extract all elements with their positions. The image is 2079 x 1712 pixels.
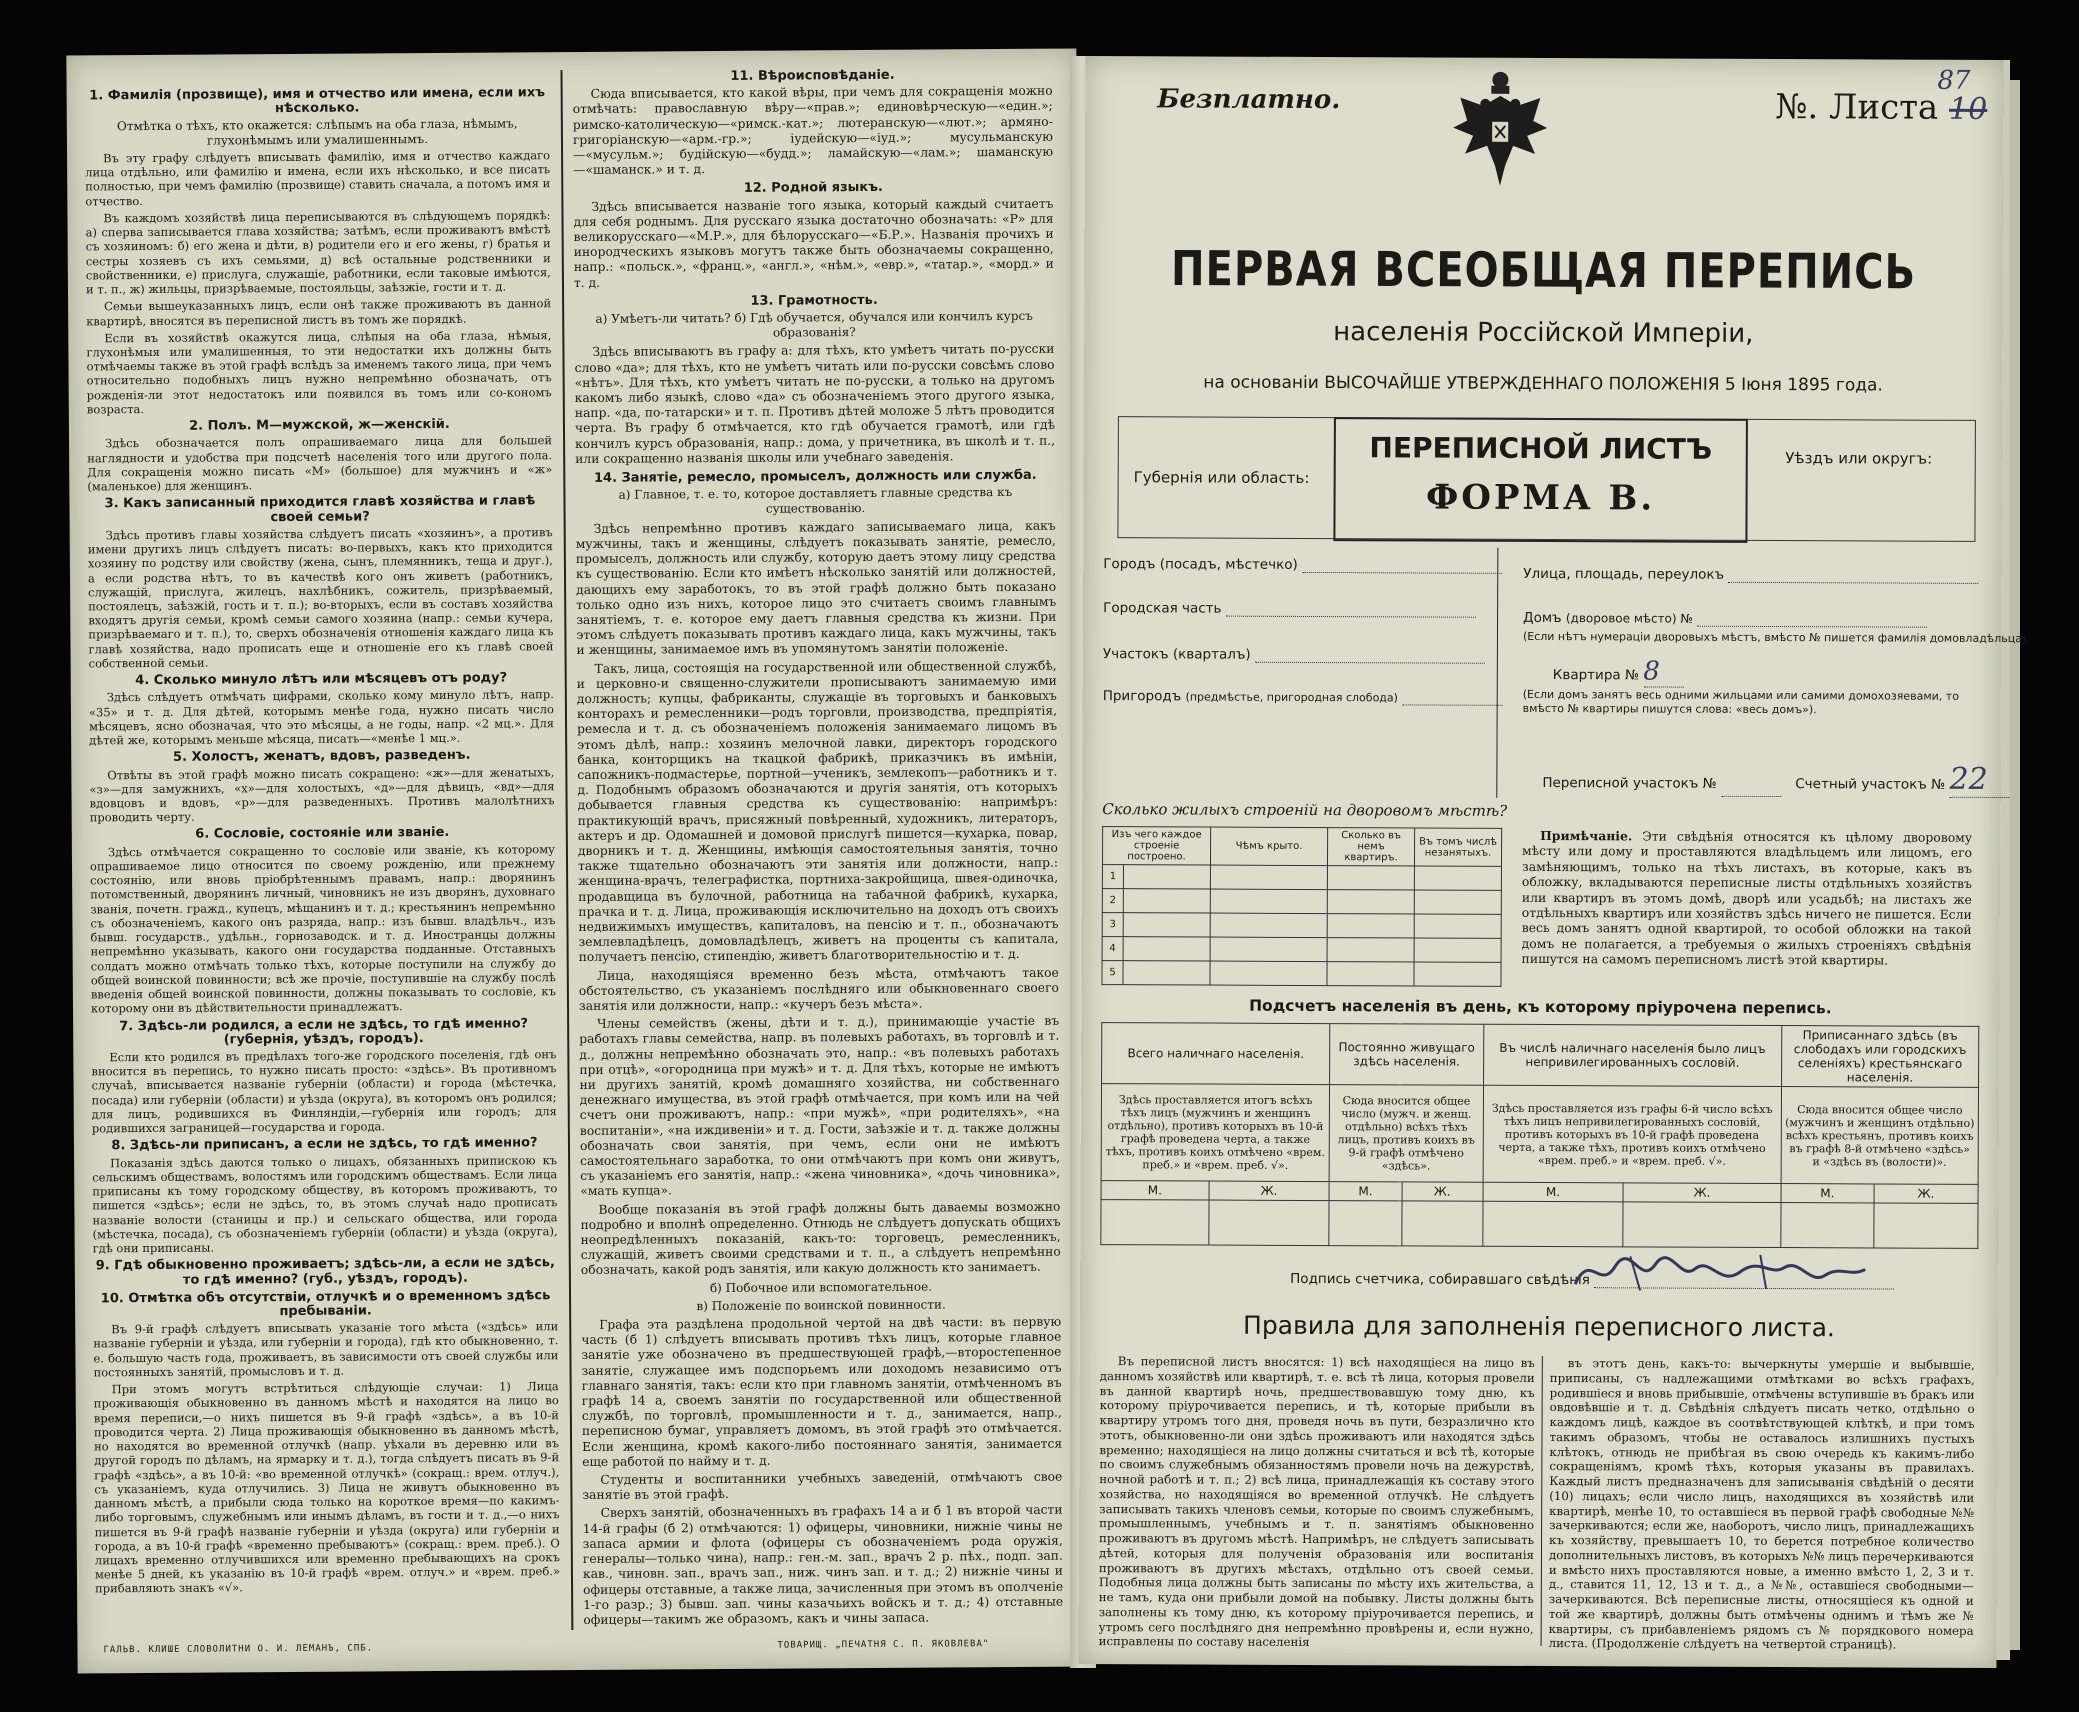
- house-field: [1523, 610, 1927, 628]
- apartment-note-text: (Если домъ занятъ весь одними жильцами или самими домохозяевами, то вмѣсто № квартиры пишутся слова: «весь домъ»).: [1522, 687, 1959, 717]
- buildings-cell[interactable]: [1210, 961, 1327, 986]
- buildings-cell[interactable]: [1123, 913, 1210, 937]
- header-apartments: Сколько въ немъ квартиръ.: [1341, 830, 1401, 864]
- instruction-paragraph: Вообще показанія въ этой графѣ должны быть даваемы возможно подробно и вполнѣ определенно. Отнюдь не слѣдуетъ допускать общихъ неопредѣленныхъ показаній, какъ-то: торговецъ, ремесленникъ, служащій, живетъ своими средствами и т. п., а слѣдуетъ непремѣнно обозначать, какой родъ занятія, или какую должность кто занимаетъ.: [580, 1199, 1061, 1278]
- instruction-paragraph: Графа эта раздѣлена продольной чертой на двѣ части: въ первую часть (б 1) слѣдуетъ вписывать противъ тѣхъ лицъ, которые главное занятіе уже обозначено въ предшествующей графѣ,—второстепенное занятіе, служащее имъ подспорьемъ или доходомъ независимо отъ главнаго занятія, такъ: если кто при главномъ занятіи, отмѣченномъ въ графѣ 14 а, своемъ занятіи по государственной или общественной службѣ, по торговлѣ, промышленности и т. д., занимается, напр., переписною бумаг, управляетъ домомъ, въ этой графѣ это отмѣчается. Если женщина, кромѣ какого-либо постояннаго занятія, занимается еще работой по найму и т. д.: [581, 1314, 1063, 1469]
- instruction-paragraph: Здѣсь слѣдуетъ отмѣчать цифрами, сколько кому минуло лѣтъ, напр. «35» и т. д. Для дѣтей, которымъ менѣе года, нужно писать число мѣсяцевъ, ясно обозначая, что это мѣсяцы, а не годы, напр. «2 мц.». Для дѣтей же, которымъ меньше мѣсяца, писать—«менѣе 1 мц.».: [88, 687, 555, 748]
- form-subtitle: ФОРМА В.: [1425, 477, 1656, 519]
- male-label: М.: [1101, 1181, 1209, 1200]
- instruction-paragraph: Въ 9-й графѣ слѣдуетъ вписывать указаніе того мѣста («здѣсь» или названіе губерніи и уѣзда, или губерніи и города), гдѣ кто обыкновенно, т. е. большую часть года, проживаетъ, въ зависимости отъ своей службы или постоянныхъ занятій, промысловъ и т. д.: [93, 1319, 559, 1380]
- instruction-paragraph: Здѣсь вписывается названіе того языка, который каждый считаетъ для себя роднымъ. Для русскаго языка достаточно обозначать: «Р» для великорусскаго—«М.Р.», для бѣлорусскаго—«Б.Р.». Названія прочихъ и инородческихъ языковъ могутъ также быть обозначаемы сокращенно, напр.: «польск.», «франц.», «англ.», «нѣм.», «евр.», «татар.», «морд.» и т. д.: [573, 196, 1054, 290]
- buildings-table-row: [1102, 961, 1501, 987]
- section-heading: 11. Вѣроисповѣданіе.: [730, 67, 895, 84]
- buildings-note: [1522, 828, 1973, 971]
- sheet-number-label: №. Листа: [1775, 87, 1939, 128]
- male-label: М.: [1483, 1182, 1624, 1202]
- instruction-paragraph: Если кто родился въ предѣлахъ того-же городского поселенія, гдѣ онъ вносится въ перепись, то нужно писать просто: «здѣсь». Въ противномъ случаѣ, вписывается названіе губерніи (области) и города (мѣстечка, посада) или губерніи (области) и уѣзда (округа), въ которомъ онъ родился; для лицъ, родившихся въ Финляндіи,—губернія или городъ; для родившихся заграницей—государства и города.: [91, 1047, 557, 1136]
- buildings-table-row: [1102, 937, 1501, 963]
- note-text: Эти свѣдѣнія относятся къ цѣлому дворовому мѣсту или дому и проставляются владѣльцемъ или лицомъ, его замѣняющимъ, только на тѣхъ листахъ, въ которые, какъ въ обложку, вкладываются переписные листы отдѣльныхъ хозяйствъ или квартиръ въ этомъ домѣ, дворѣ или усадьбѣ; на листахъ же отдѣльныхъ квартиръ или хозяйствъ здѣсь ничего не пишется. Если весь домъ занятъ одной квартирой, то особой обложки на такой домъ не полагается, а требуемыя о жилыхъ строеніяхъ свѣдѣнія пишутся на самомъ переписномъ листѣ этой квартиры.: [1521, 828, 1973, 968]
- row-number: 2: [1102, 889, 1123, 913]
- buildings-cell[interactable]: [1414, 962, 1501, 986]
- tally-entry-cell[interactable]: [1483, 1201, 1624, 1247]
- underlying-sheet: [2010, 80, 2020, 1650]
- female-label: Ж.: [1209, 1181, 1330, 1201]
- buildings-col-header: [1327, 828, 1414, 866]
- tally-entry-cell[interactable]: [1781, 1203, 1874, 1248]
- gorod-label: Городъ (посадъ, мѣстечко): [1103, 556, 1298, 573]
- buildings-cell[interactable]: [1414, 890, 1501, 914]
- instruction-paragraph: Показанія здѣсь даются только о лицахъ, обязанныхъ припискою къ сельскимъ обществамъ, волостямъ или городскимъ обществамъ. Если лица приписаны къ тому городскому обществу, въ которомъ проживаютъ, то пишется «здѣсь»; если не здѣсь, то, въ этомъ случаѣ надо прописать названіе волости (станицы и пр.) и сельскаго общества, или города (мѣстечка, посада), съ обозначеніемъ губерніи (области) и уѣзда (округа), гдѣ они приписаны.: [92, 1152, 558, 1256]
- tally-column-header: Постоянно живущаго здѣсь населенія.: [1330, 1024, 1484, 1086]
- section-heading: 4. Сколько минуло лѣтъ или мѣсяцевъ отъ роду?: [135, 670, 508, 689]
- address-divider: [1496, 548, 1498, 798]
- tally-entry-cell[interactable]: [1101, 1200, 1209, 1245]
- guberniya-label: Губернія или область:: [1133, 468, 1310, 487]
- count-area-value: 22: [1949, 762, 2009, 798]
- uchastok-field: [1103, 646, 1485, 664]
- apartment-label: Квартира №: [1552, 667, 1640, 684]
- buildings-cell[interactable]: [1327, 866, 1414, 890]
- instruction-paragraph: При этомъ могутъ встрѣтиться слѣдующіе случаи: 1) Лица проживающія обыкновенно въ данномъ мѣстѣ и находятся на лицо во время переписи,—о нихъ пишется въ 9-й графѣ «здѣсь», а въ 10-й проводится черта. 2) Лица проживающія обыкновенно въ данномъ мѣстѣ, но находятся во временной отлучкѣ (напр. уѣхали въ деревню или въ другой городъ по дѣламъ, на ярмарку и т. д.), тогда слѣдуетъ писать въ 9-й графѣ «здѣсь», а въ 10-й: «во временной отлучкѣ» (сокращ.: врем. отлуч.), съ указаніемъ, куда отлучились. 3) Лица не живутъ обыкновенно въ данномъ мѣстѣ, а прибыли сюда только на короткое время—по какимъ-либо торговымъ, служебнымъ или инымъ дѣламъ, въ гости и т. д.,—о нихъ пишется въ 9-й графѣ названіе губерніи и уѣзда (округа) или губерніи и города, а въ 10-й графѣ «временно пребываютъ» (сокращ.: врем. преб.). О лицахъ временно отлучившихся или временно пребывающихъ на срокъ менѣе 5 дней, къ указанію въ 10-й графѣ «врем. отлуч.» и «врем. преб.» прибавляють знакъ «√».: [93, 1379, 561, 1596]
- apartment-note: [1523, 688, 1978, 718]
- gorod-part-line: [1226, 616, 1476, 618]
- right-page: [1078, 56, 2030, 1668]
- census-area-label: Переписной участокъ №: [1542, 775, 1717, 792]
- gorod-field: [1103, 556, 1502, 574]
- census-title: ПЕРВАЯ ВСЕОБЩАЯ ПЕРЕПИСЬ: [1171, 241, 1917, 301]
- section-heading: 5. Холостъ, женатъ, вдовъ, разведенъ.: [172, 748, 471, 766]
- section-subheading: в) Положеніе по воинской повинности.: [696, 1297, 946, 1314]
- instruction-paragraph: Въ эту графу слѣдуетъ вписывать фамилію, имя и отчество каждаго лица отдѣльно, или фамилію и имена, если ихъ нѣсколько, и все писать полностью, при чемъ фамилію (прозвище) ставить сначала, а потомъ имя и отчество.: [85, 148, 551, 209]
- buildings-cell[interactable]: [1123, 937, 1210, 961]
- section-heading: 10. Отмѣтка объ отсутствіи, отлучкѣ и о временномъ здѣсь пребываніи.: [100, 1287, 551, 1320]
- male-label: М.: [1329, 1182, 1401, 1201]
- row-number: 5: [1102, 961, 1123, 985]
- prigorod-field: [1103, 688, 1503, 706]
- tally-blank-row: [1101, 1200, 1978, 1249]
- census-area-field: [1542, 760, 2009, 798]
- count-area-label: Счетный участокъ №: [1795, 776, 1946, 793]
- signature-label: Подпись счетчика, собиравшаго свѣдѣнія: [1290, 1270, 1590, 1289]
- imperial-eagle-emblem: [1445, 66, 1556, 196]
- buildings-cell[interactable]: [1327, 890, 1414, 914]
- buildings-cell[interactable]: [1414, 866, 1501, 890]
- female-label: Ж.: [1623, 1183, 1781, 1203]
- instruction-paragraph: Здѣсь противъ главы хозяйства слѣдуетъ писать «хозяинъ», а противъ имени другихъ лицъ слѣдуетъ писать: во-первыхъ, какъ кто приходится хозяину по родству или свойству (жена, сынъ, племянникъ, теща и друг.), а если родства нѣтъ, то въ качествѣ кого онъ живетъ (работникъ, служащій, прислуга, жилецъ, нахлѣбникъ, сожитель, призрѣваемый, постоялецъ, заѣзжій, гость и т. п.); во-вторыхъ, если въ составъ хозяйства входятъ другія семьи, кромѣ семьи самого хозяина (напр.: семьи кучера, призрѣваемаго и т. п.), то, сверхъ обозначенія отношенія каждаго лица къ главѣ хозяйства, надо прописать еще и отношеніе его къ главѣ своей собственной семьи.: [87, 524, 554, 671]
- buildings-cell[interactable]: [1123, 865, 1210, 889]
- buildings-cell[interactable]: [1210, 913, 1327, 938]
- instruction-paragraph: Члены семействъ (жены, дѣти и т. д.), принимающіе участіе въ работахъ главы семейства, напр. въ полевыхъ работахъ, въ торговлѣ и т. д., должны непремѣнно обозначать это, напр.: «въ полевыхъ работахъ при отцѣ», «огородница при мужѣ» и т. д. Для тѣхъ, которые не имѣютъ ни другихъ занятій, кромѣ домашняго хозяйства, ни собственнаго денежнаго имущества, въ этой графѣ отмѣчается, при комъ или на чей счетъ они проживаютъ, напр.: «при мужѣ», «при родителяхъ», «на воспитаніи», «на иждивеніи» и т. д. Гости, заѣзжіе и т. д. также должны обозначать свои занятія, при чемъ, если они не имѣютъ самостоятельнаго заработка, то они отмѣчаютъ при комъ они живутъ, съ указаніемъ его занятія, напр.: «жена чиновника», «дочь чиновника», «мать купца».: [579, 1013, 1061, 1199]
- prigorod-note: (предмѣстье, пригородная слобода): [1185, 690, 1398, 705]
- census-legal-basis: на основаніи ВЫСОЧАЙШЕ УТВЕРЖДЕННАГО ПОЛОЖЕНІЯ 5 Іюня 1895 года.: [1203, 372, 1883, 396]
- buildings-col-header: [1102, 827, 1210, 865]
- buildings-cell[interactable]: [1327, 914, 1414, 938]
- rules-column-1: [1099, 1354, 1535, 1653]
- printer-imprint-left: ГАЛЬВ. КЛИШЕ СЛОВОЛИТНИ О. И. ЛЕМАНЪ, СПБ.: [103, 1643, 374, 1656]
- section-subheading: Отмѣтка о тѣхъ, кто окажется: слѣпымъ на оба глаза, нѣмымъ, глухонѣмымъ или умалишеннымъ.: [116, 116, 518, 148]
- section-subheading: а) Умѣетъ-ли читать? б) Гдѣ обучается, обучался или кончилъ курсъ образованія?: [595, 308, 1033, 340]
- buildings-cell[interactable]: [1210, 865, 1327, 890]
- street-field: [1523, 566, 1978, 584]
- prigorod-label: Пригородъ: [1102, 688, 1182, 705]
- tally-head-row: [1102, 1023, 1979, 1088]
- tally-column-description: Здѣсь проставляется итогъ всѣхъ тѣхъ лицъ (мужчинъ и женщинъ отдѣльно), противъ которыхъ въ 10-й графѣ проведена черта, а также тѣхъ, противъ коихъ отмѣчено «врем. преб.» и «врем. преб. √».: [1101, 1084, 1330, 1182]
- uchastok-line: [1255, 662, 1485, 664]
- buildings-col-header: [1210, 827, 1327, 866]
- section-heading: 6. Сословіе, состояніе или званіе.: [195, 825, 450, 843]
- section-heading: 3. Какъ записанный приходится главѣ хозяйства и главѣ своей семьи?: [104, 493, 536, 525]
- tally-entry-cell[interactable]: [1874, 1203, 1978, 1248]
- gorod-line: [1302, 572, 1502, 574]
- tally-entry-cell[interactable]: [1623, 1202, 1781, 1248]
- buildings-cell[interactable]: [1210, 937, 1327, 962]
- rules-divider: [1541, 1356, 1543, 1646]
- tally-entry-cell[interactable]: [1401, 1201, 1482, 1246]
- buildings-table-header: [1102, 827, 1501, 867]
- tally-column-header: Въ числѣ наличнаго населенія было лицъ непривилегированныхъ сословій.: [1483, 1024, 1781, 1086]
- rules-col2-text: въ этотъ день, какъ-то: вычеркнуты умершіе и выбывшіе, приписаны, съ надлежащими отмѣтками во всѣхъ графахъ, родившіеся и вновь прибывшіе, отмѣчены вступившіе въ бракъ или овдовѣвшіе и т. д. Свѣдѣнія слѣдуетъ писать четко, отдѣльно о каждомъ лицѣ, каждое въ соотвѣтствующей клѣткѣ, и при томъ такимъ образомъ, чтобы не оставалось излишнихъ пустыхъ клѣтокъ, отнюдь не прибѣгая въ свою очередь къ какимъ-либо сокращеніямъ, кромѣ тѣхъ, которыя указаны въ правилахъ. Каждый листъ предназначенъ для записыванія свѣдѣній о десяти (10) лицахъ; если число лицъ, находящихся въ хозяйствѣ или квартирѣ, менѣе 10, то оставшіеся въ первой графѣ свободные №№ зачеркиваются; если же, наоборотъ, число лицъ, принадлежащихъ къ хозяйству, превышаетъ 10, то берется потребное количество дополнительныхъ листовъ, въ которыхъ №№ лицъ перечеркиваются и вмѣсто нихъ проставляются новые, а именно вмѣсто 1, 2, 3 и т. д., ставится 11, 12, 13 и т. д., а №№, оставшіеся свободными—зачеркиваются. Всѣ переписные листы, относящіеся къ одной и той же квартирѣ, должны быть отмѣчены однимъ и тѣмъ же № квартиры, съ прибавленіемъ рядомъ съ № порядкового номера листа. (Продолженіе слѣдуетъ на четвертой страницѣ).: [1548, 1356, 1975, 1652]
- sheet-number-corner: 87: [1937, 65, 1971, 96]
- header-material: Изъ чего каждое строеніе построено.: [1111, 829, 1202, 863]
- instruction-paragraph: Сюда вписывается, кто какой вѣры, при чемъ для сокращенія можно отмѣчать: православную вѣру—«прав.»; единовѣрческую—«един.»; римско-католическую—«римск.-кат.»; лютеранскую—«лют.»; армяно-григоріанскую—«арм.-гр.»; іудейскую—«іуд.»; мусульманскую—«мусульм.»; будійскую—«будд.»; ламайскую—«лам.»; шаманскую—«шаманск.» и т. д.: [572, 83, 1054, 178]
- section-heading: 9. Гдѣ обыкновенно проживаетъ; здѣсь-ли, а если не здѣсь, то гдѣ именно? (губ., уѣздъ, городъ).: [95, 1255, 555, 1288]
- buildings-table-row: [1102, 889, 1501, 915]
- buildings-table: [1101, 826, 1502, 987]
- buildings-col-header: [1414, 828, 1501, 866]
- buildings-cell[interactable]: [1327, 938, 1414, 962]
- note-title: Примѣчаніе.: [1540, 827, 1633, 844]
- instruction-paragraph: Здѣсь обозначается полъ опрашиваемаго лица для большей наглядности и удобства при подсчетѣ населенія того или другого пола. Для сокращенія можно писать «М» (большое) для мужчинъ и «ж» (маленькое) для женщинъ.: [87, 433, 553, 494]
- male-label: М.: [1781, 1184, 1874, 1203]
- section-heading: 7. Здѣсь-ли родился, а если не здѣсь, то гдѣ именно? (губернія, уѣздъ, городъ).: [119, 1015, 529, 1048]
- sheet-number-handwritten: 10: [1948, 91, 1988, 127]
- apartment-value: 8: [1643, 656, 1683, 687]
- uchastok-label: Участокъ (кварталъ): [1102, 646, 1251, 663]
- prigorod-line: [1402, 704, 1502, 705]
- tally-column-description: Здѣсь проставляется изъ графы 6-й число всѣхъ тѣхъ лицъ непривилегированныхъ сословій, противъ которыхъ въ 10-й графѣ проведена черта, а также тѣхъ, противъ коихъ отмѣчено «врем. преб.» и «врем. преб. √».: [1483, 1085, 1782, 1183]
- printer-imprint-right: ТОВАРИЩ. „ПЕЧАТНЯ С. П. ЯКОВЛЕВА": [777, 1639, 990, 1651]
- instructions-column-2: [572, 63, 1063, 1631]
- section-heading: 2. Полъ. М—мужской, ж—женскій.: [188, 417, 450, 434]
- gorod-part-label: Городская часть: [1103, 600, 1222, 617]
- form-title: ПЕРЕПИСНОЙ ЛИСТЪ: [1369, 431, 1713, 466]
- tally-title: Подсчетъ населенія въ день, къ которому пріурочена перепись.: [1249, 996, 1832, 1018]
- uezd-label: Уѣздъ или округъ:: [1785, 449, 1933, 468]
- instruction-paragraph: Лица, находящіяся временно безъ мѣста, отмѣчаютъ такое обстоятельство, съ указаніемъ послѣдняго или обыкновеннаго своего занятія или должности, напр.: «кучеръ безъ мѣста».: [578, 965, 1059, 1013]
- buildings-cell[interactable]: [1123, 889, 1210, 913]
- tally-column-description: Сюда вносится общее число (мужч. и женщ. отдѣльно) всѣхъ тѣхъ лицъ, противъ коихъ въ 9-й графѣ отмѣчено «здѣсь».: [1329, 1085, 1483, 1183]
- tally-body-row: [1101, 1084, 1978, 1185]
- tally-table: [1100, 1022, 1979, 1249]
- tally-entry-cell[interactable]: [1208, 1200, 1329, 1246]
- instruction-paragraph: Въ каждомъ хозяйствѣ лица переписываются въ слѣдующемъ порядкѣ: а) сперва записывается глава хозяйства; затѣмъ, если проживаютъ вмѣстѣ съ хозяиномъ: б) его жена и дѣти, в) родители его и его жены, г) братья и сестры хозяевъ съ ихъ семьями, д) всѣ остальные родственники и свойственники, е) прислуга, служащіе, работники, если таковые имѣются, и т. п., ж) жильцы, призрѣваемые, постояльцы, заѣзжіе, гости и т. д.: [85, 208, 551, 297]
- buildings-question: Сколько жилыхъ строеній на дворовомъ мѣстѣ?: [1102, 800, 1508, 820]
- column-divider: [560, 70, 573, 1630]
- census-area-line: [1721, 796, 1781, 797]
- buildings-table-row: [1102, 913, 1501, 939]
- female-label: Ж.: [1402, 1182, 1483, 1201]
- buildings-cell[interactable]: [1414, 914, 1501, 938]
- free-label: Безплатно.: [1157, 84, 1341, 116]
- gorod-part-field: [1103, 600, 1476, 618]
- tally-column-header: Всего наличнаго населенія.: [1102, 1023, 1331, 1085]
- header-roof: Чѣмъ крыто.: [1235, 840, 1303, 852]
- instruction-paragraph: Студенты и воспитанники учебныхъ заведеній, отмѣчаютъ свое занятіе въ этой графѣ.: [582, 1469, 1063, 1503]
- instruction-paragraph: Здѣсь непремѣнно противъ каждаго записываемаго лица, какъ мужчины, такъ и женщины, слѣдуетъ показывать занятіе, ремесло, промыселъ, должность или службу, которую даетъ этому лицу средства къ существованію. Если кто имѣетъ нѣсколько занятій или должностей, дающихъ ему заработокъ, то въ этой графѣ должно быть показано только одно изъ нихъ, которое лицо это считаетъ своимъ главнымъ занятіемъ, т. е. которое ему даетъ главныя средства къ жизни. При этомъ слѣдуетъ показывать противъ каждаго лица, какъ мужчины, такъ и женщины, занимаемое имъ въ упомянутомъ занятіи положеніе.: [575, 518, 1057, 658]
- buildings-cell[interactable]: [1327, 962, 1414, 986]
- rules-column-2: [1549, 1356, 1975, 1655]
- section-subheading: а) Главное, т. е. то, которое доставляетъ главные средства къ существованію.: [618, 485, 1013, 517]
- instruction-paragraph: Если въ хозяйствѣ окажутся лица, слѣпыя на оба глаза, нѣмыя, глухонѣмыя или умалишенныя, то эти недостатки ихъ должны быть отмѣчаемы также въ этой графѣ вслѣдъ за именемъ такого лица, при чемъ относительно подобныхъ лицъ нужно непремѣнно обозначать, отъ рожденія-ли этот недостатокъ или появился въ томъ или со-кономъ возраста.: [86, 327, 552, 417]
- section-heading: 12. Родной языкъ.: [743, 180, 883, 197]
- house-line: [1697, 626, 1927, 628]
- instruction-paragraph: Такъ, лица, состоящія на государственной или общественной службѣ, и церковно-и священно-служители прописываютъ занимаемую ими должность; купцы, фабриканты, служащіе въ торговыхъ и банковыхъ конторахъ и ремесленники—родъ торговли, производства, предпріятія, ремесла и т. д. съ обозначеніемъ положенія занимаемаго лицомъ въ этомъ дѣлѣ, напр.: хозяинъ мелочной лавки, директоръ городского банка, конторщикъ на ткацкой фабрикѣ, приказчикъ въ имѣніи, сапожникъ-подмастерье, портной—ученикъ, землекопъ—работникъ и т. д. Подобнымъ образомъ обозначаются и другія занятія, отъ которыхъ добывается главныя средства къ существованію: напримѣръ: практикующій врачъ, присяжный повѣренный, художникъ, литераторъ, актеръ и др. Одомашней и домовой прислугѣ пишется—кухарка, повар, дворникъ и т. д. Женщины, имѣющія самостоятельныя занятія, точно также тщательно обозначаютъ эти занятія или должности, напр.: женщина-врачъ, телеграфистка, портниха-закройщица, швея-одиночка, продавщица въ булочной, работница на табачной фабрикѣ, кухарка, прачка и т. д. Лица, проживающія исключительно на доходъ отъ своихъ недвижимыхъ имуществъ, капиталовъ, на пенсію и т. п., обозначаютъ землевладѣлецъ, домовладѣлецъ, живетъ на проценты съ капитала, получаетъ пенсію, стипендію, живетъ благотворительностію и т. д.: [576, 658, 1059, 965]
- apartment-field: [1553, 656, 1684, 688]
- house-label: Домъ: [1523, 609, 1562, 627]
- section-heading: 1. Фамилія (прозвище), имя и отчество или имена, если ихъ нѣсколько.: [89, 85, 546, 117]
- row-number: 3: [1102, 913, 1123, 937]
- instruction-paragraph: Отвѣты въ этой графѣ можно писать сокращено: «ж»—для женатыхъ, «з»—для замужнихъ, «х»—для холостыхъ, «д»—для дѣвицъ, «вд»—для вдовцовъ и вдовъ, «р»—для разведенныхъ. Противъ малолѣтнихъ проводить черту.: [89, 764, 555, 825]
- section-heading: 13. Грамотность.: [750, 292, 878, 309]
- section-subheading: б) Побочное или вспомогательное.: [709, 1279, 933, 1295]
- census-subtitle: населенія Россійской Имперіи,: [1333, 317, 1754, 349]
- tally-column-header: Приписаннаго здѣсь (въ слободахъ или городскихъ селеніяхъ) крестьянскаго населенія.: [1781, 1026, 1978, 1088]
- instructions-column-1: [85, 82, 561, 1599]
- instruction-paragraph: Здѣсь вписываютъ въ графу а: для тѣхъ, кто умѣетъ читать по-русски слово «да»; для тѣхъ, кто не умѣетъ читать или по-русски совсѣмъ слово «нѣтъ». Для тѣхъ, кто умѣетъ читать не по-русски, а только на другомъ какомъ либо языкѣ, слово «да» съ обозначеніемъ этого другого языка, напр. «да, по-татарски» и т. п. Противъ дѣтей моложе 5 лѣтъ проводится черта. Въ графу б отмѣчается, кто гдѣ обучается грамотѣ, или гдѣ кончилъ курсъ образованія, напр.: дома, у причетника, въ школѣ и т. п., или сокращенно названія школы или учебнаго заведенія.: [574, 342, 1056, 466]
- tally-column-description: Сюда вносится общее число (мужчинъ и женщинъ отдѣльно) всѣхъ крестьянъ, противъ коихъ въ графѣ 8-й отмѣчено «здѣсь» и «здѣсь въ (волости)».: [1781, 1087, 1979, 1185]
- section-heading: 14. Занятіе, ремесло, промыселъ, должность или служба.: [593, 467, 1037, 486]
- left-page: [66, 48, 1087, 1673]
- street-label: Улица, площадь, переулокъ: [1523, 565, 1725, 583]
- buildings-table-row: [1102, 865, 1501, 891]
- tally-entry-cell[interactable]: [1329, 1201, 1401, 1246]
- rules-title: Правила для заполненія переписного листа.: [1242, 1310, 1835, 1343]
- instruction-paragraph: Семьи вышеуказанныхъ лицъ, если онѣ также проживаютъ въ данной квартирѣ, вносятся въ переписной листъ въ томъ же порядкѣ.: [86, 296, 552, 328]
- house-note-inline: (дворовое мѣсто) №: [1565, 611, 1693, 626]
- section-heading: 8. Здѣсь-ли приписанъ, а если не здѣсь, то гдѣ именно?: [111, 1135, 538, 1154]
- buildings-cell[interactable]: [1123, 961, 1210, 985]
- counter-signature: [1570, 1246, 1870, 1297]
- street-line: [1728, 582, 1978, 584]
- house-note: (Если нѣтъ нумераціи дворовыхъ мѣстъ, вмѣсто № пишется фамилія домовладѣльца).: [1522, 629, 2030, 646]
- instruction-paragraph: Здѣсь отмѣчается сокращенно то сословіе или званіе, къ которому опрашиваемое лицо относится по своему рожденію, или прежнему состоянію, или вновь пріобрѣтеннымъ правамъ, напр.: дворянинъ потомственный, дворянинъ личный, чиновникъ не изъ дворянъ, духовнаго званія, почетн. гражд., купецъ, мѣщанинъ и т. д.; крестьянинъ непремѣнно съ обозначеніемъ, какого онъ разряда, напр.: изъ бывш. владѣльч., изъ бывш. государств., удѣльн., горнозаводск. и т. д. Иностранцы должны непремѣнно указывать, какого они государства подданные. Отставныхъ солдатъ можно отмѣчать только тѣхъ, которые поступили на службу до общей воинской повинности; всѣ же прочіе, поступившіе на службу послѣ введенія общей воинской повинности, должны показывать то сословіе, къ которому они въ дѣйствительности принадлежатъ.: [89, 841, 556, 1016]
- female-label: Ж.: [1874, 1184, 1978, 1203]
- row-number: 1: [1102, 865, 1123, 889]
- row-number: 4: [1102, 937, 1123, 961]
- header-vacant: Въ томъ числѣ незанятыхъ.: [1419, 835, 1498, 859]
- buildings-cell[interactable]: [1210, 889, 1327, 914]
- rules-col1-text: Въ переписной листъ вносятся: 1) всѣ находящіеся на лицо въ данномъ хозяйствѣ или квартирѣ, т. е. всѣ тѣ лица, которыя провели въ данной квартирѣ ночь, предшествовавшую тому дню, къ которому пріурочивается перепись, и тѣ, которые прибыли въ квартиру утромъ того дня, проведя ночь въ пути, безразлично кто этотъ, обыкновенно-ли они здѣсь проживаютъ или находятся здѣсь временно; находящіеся на лицо должны считаться и всѣ тѣ, которые по своимъ служебнымъ обязанностямъ провели ночь на дежурствѣ, ночной работѣ и т. п.; 2) всѣ лица, принадлежащія къ составу этого хозяйства, но находящіяся во временной отлучкѣ. Не слѣдуетъ записывать такихъ членовъ семьи, которые по своимъ служебнымъ, промышленнымъ, учебнымъ и т. п. занятіямъ обыкновенно проживаютъ въ другомъ мѣстѣ. Напримѣръ, не слѣдуетъ записывать дѣтей, которыя для полученія образованія или воспитанія проживаютъ въ другихъ мѣстахъ, отдѣльно отъ своей семьи. Подобныя лица должны быть записаны по мѣсту ихъ жительства, а не тамъ, куда они прибыли домой на побывку. Листы должны быть заполнены къ тому дню, къ которому пріурочивается перепись, и утромъ сего послѣдняго дня непремѣнно провѣрены и, если нужно, исправлены по составу населенія: [1098, 1354, 1535, 1650]
- instruction-paragraph: Сверхъ занятій, обозначенныхъ въ графахъ 14 а и б 1 въ второй части 14-й графы (б 2) отмѣчаются: 1) офицеры, чиновники, нижніе чины не запаса армии и флота (офицеры съ обозначеніемъ рода оружія, генералы—только чина), напр.: ген.-м. зап., врачъ 2 р. пѣх., подп. зап. кав., чиновн. зап., врачъ зап., ниж. чинъ зап. и т. д.; 2) нижніе чины и офицеры отставные, а также лица, зачисленныя при этомъ въ ополченіе 1-го разр.; 3) бывш. зап. чины казачьихъ войскъ и т. д.; 4) отставные офицеры—такимъ же образомъ, какъ и чины запаса.: [582, 1503, 1064, 1627]
- buildings-cell[interactable]: [1414, 938, 1501, 962]
